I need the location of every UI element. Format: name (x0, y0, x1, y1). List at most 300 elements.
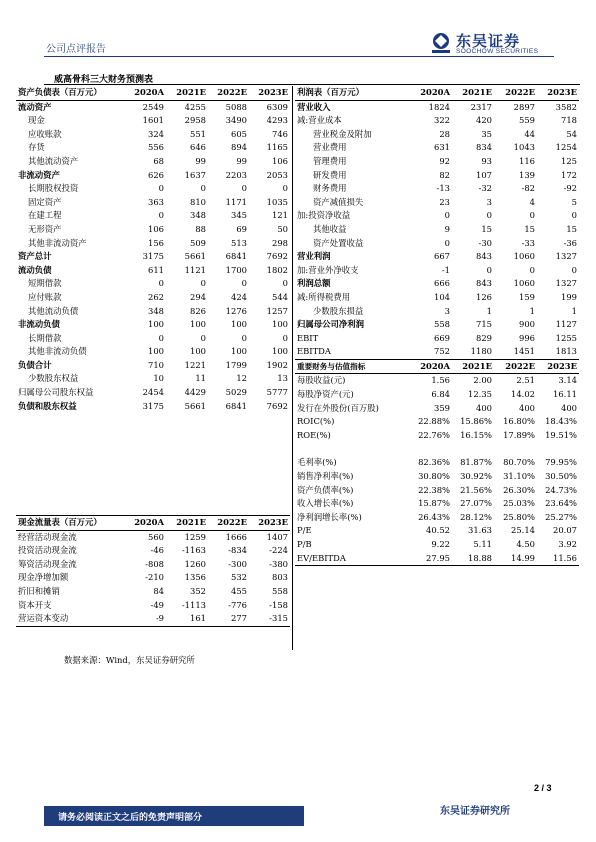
cell-value: 0 (529, 210, 535, 221)
cell-value: 669 (434, 332, 450, 343)
row-label: 其他收益 (313, 223, 347, 234)
row-label: 每股净资产(元) (297, 389, 354, 400)
cell-value: 14.02 (511, 389, 535, 400)
cell-value: 667 (434, 251, 450, 262)
cell-value: 1407 (266, 531, 288, 542)
table-row (16, 250, 290, 264)
cell-value: 513 (231, 237, 247, 248)
cell-value: 3.92 (558, 539, 577, 549)
cell-value: 1257 (266, 305, 288, 316)
row-label: 营运资本变动 (16, 612, 124, 626)
row-label: 收入增长率(%) (297, 498, 354, 509)
table-row (16, 182, 290, 196)
row-label: ROE(%) (297, 429, 331, 440)
cell-value: 80.70% (503, 457, 535, 468)
table-row (16, 332, 290, 346)
cell-value: 2053 (266, 169, 288, 180)
column-header: 2023E (249, 86, 290, 100)
cell-value: 1165 (266, 142, 288, 153)
cell-value: 666 (434, 278, 450, 289)
cell-value: 7692 (266, 400, 288, 411)
cell-value: 30.50% (545, 471, 577, 482)
cell-value: -210 (145, 572, 164, 583)
cell-value: 23 (439, 196, 450, 207)
table-row (16, 612, 290, 626)
cell-value: 5029 (225, 387, 247, 398)
cell-value: 100 (272, 346, 288, 357)
cell-value: 26.30% (503, 484, 535, 495)
cell-value: 31.10% (503, 471, 535, 482)
cell-value: 100 (190, 319, 206, 330)
table-row (295, 169, 579, 183)
column-divider (292, 86, 293, 650)
row-label: 减:所得税费用 (297, 291, 351, 302)
metrics-title: 重要财务与估值指标 (295, 359, 409, 374)
row-label: 资产处置收益 (313, 237, 364, 248)
cell-value: 631 (434, 142, 450, 153)
cell-value: 17.89% (503, 429, 535, 440)
cell-value: 25.27% (545, 511, 577, 522)
cell-value: -1 (441, 264, 450, 275)
cell-value: 0 (529, 264, 535, 275)
row-label: 少数股东权益 (28, 373, 79, 384)
column-header: 2020A (124, 86, 166, 100)
cell-value: 1451 (513, 346, 535, 357)
table-row (295, 305, 579, 319)
row-label: 其他流动负债 (28, 305, 79, 316)
cell-value: -9 (124, 612, 166, 626)
column-header: 2023E (537, 86, 579, 100)
table-row (295, 250, 579, 264)
cell-value: -33 (521, 237, 535, 248)
cell-value: 88 (195, 223, 206, 234)
cell-value: 199 (561, 291, 577, 302)
cell-value: 13 (277, 373, 288, 384)
table-row (295, 291, 579, 305)
cell-value: 420 (476, 115, 492, 126)
table-section-title: 现金流量表（百万元） (16, 516, 124, 531)
cell-value: 0 (282, 183, 288, 194)
cell-value: 159 (519, 291, 535, 302)
cell-value: 0 (571, 264, 577, 275)
row-label: 研发费用 (313, 169, 347, 180)
cell-value: 25.80% (503, 511, 535, 522)
table-row (16, 128, 290, 142)
row-label: 非流动资产 (18, 169, 60, 180)
cell-value: 710 (148, 359, 164, 370)
table-row (295, 511, 579, 525)
table-row (16, 209, 290, 223)
cell-value: 1666 (225, 531, 247, 542)
disclaimer-text: 请务必阅读正文之后的免责声明部分 (58, 813, 203, 823)
cell-value: 1 (529, 305, 535, 316)
table-row (16, 345, 290, 359)
cell-value: 16.80% (503, 416, 535, 427)
cell-value: 125 (561, 155, 577, 166)
cell-value: 2.51 (516, 375, 535, 386)
cell-value: 9 (444, 223, 450, 234)
cell-value: 84 (153, 585, 164, 596)
cell-value: 22.38% (418, 484, 450, 495)
cell-value: 1121 (184, 264, 206, 275)
cell-value: 262 (148, 291, 164, 302)
table-row (16, 372, 290, 386)
cell-value: 11.56 (537, 552, 579, 566)
cell-value: 746 (272, 128, 288, 139)
cell-value: 1255 (555, 332, 577, 343)
cell-value: 106 (148, 223, 164, 234)
row-label: 短期借款 (28, 278, 62, 289)
cell-value: 556 (148, 142, 164, 153)
cell-value: 0 (158, 210, 164, 221)
row-label: 资本开支 (18, 599, 52, 610)
cell-value: 15.86% (460, 416, 492, 427)
table-row (295, 456, 579, 470)
cell-value: 93 (481, 155, 492, 166)
row-label: 现金 (28, 115, 45, 126)
cell-value: -46 (150, 545, 164, 556)
cell-value: 3 (444, 305, 450, 316)
cell-value: 126 (476, 291, 492, 302)
table-row (16, 585, 290, 599)
cell-value: 424 (231, 291, 247, 302)
cell-value: 30.80% (418, 471, 450, 482)
cell-value: 551 (190, 128, 206, 139)
cell-value: 5088 (225, 101, 247, 112)
cell-value: 22.88% (418, 416, 450, 427)
row-label: 存货 (28, 142, 45, 153)
column-header: 2021E (166, 86, 208, 100)
cell-value: 99 (236, 155, 247, 166)
cell-value: 3 (486, 196, 492, 207)
cell-value: 0 (200, 183, 206, 194)
table-row (295, 155, 579, 169)
column-header: 2023E (249, 516, 290, 531)
row-label: 归属母公司股东权益 (18, 387, 94, 398)
row-label: 加:营业外净收支 (297, 264, 359, 275)
balance-sheet-table (16, 86, 290, 413)
table-row (295, 318, 579, 332)
cell-value: 363 (148, 196, 164, 207)
table-row (295, 277, 579, 291)
cell-value: 6841 (225, 400, 247, 411)
cell-value: 1127 (555, 319, 577, 330)
cell-value: 348 (190, 210, 206, 221)
cell-value: 646 (190, 142, 206, 153)
row-label: 流动负债 (18, 264, 52, 275)
cell-value: 324 (148, 128, 164, 139)
table-row (16, 318, 290, 332)
cell-value: 6.84 (431, 389, 450, 400)
table-row (16, 237, 290, 251)
table-header-row (16, 516, 290, 531)
table-row (295, 237, 579, 251)
cell-value: 810 (190, 196, 206, 207)
table-section-title: 利润表（百万元） (295, 86, 409, 100)
cell-value: 107 (476, 169, 492, 180)
row-label: ROIC(%) (297, 416, 335, 427)
cell-value: 0 (241, 278, 247, 289)
cell-value: 2958 (184, 115, 206, 126)
cell-value: 104 (434, 291, 450, 302)
cell-value: 54 (566, 128, 577, 139)
row-label: EV/EBITDA (295, 552, 409, 566)
cell-value: 15 (481, 223, 492, 234)
cell-value: 843 (476, 278, 492, 289)
cell-value: 1254 (555, 142, 577, 153)
row-label: 应付账款 (28, 291, 62, 302)
cell-value: 139 (519, 169, 535, 180)
cell-value: 100 (148, 319, 164, 330)
cell-value: 50 (277, 223, 288, 234)
cell-value: 5 (571, 196, 577, 207)
cell-value: -776 (228, 599, 247, 610)
table-row (16, 386, 290, 400)
row-label: 毛利率(%) (297, 457, 337, 468)
cell-value: 100 (148, 346, 164, 357)
row-label: 加:投资净收益 (297, 210, 351, 221)
cell-value: -32 (478, 183, 492, 194)
table-row (295, 345, 579, 359)
cell-value: 23.64% (545, 498, 577, 509)
cell-value: 560 (148, 531, 164, 542)
cell-value: 1802 (266, 264, 288, 275)
cell-value: 0 (486, 210, 492, 221)
row-label: 每股收益(元) (297, 375, 346, 386)
table-row (16, 100, 290, 114)
row-label: 长期借款 (28, 332, 62, 343)
cell-value: 20.07 (553, 525, 577, 536)
cell-value: 400 (561, 402, 577, 413)
cell-value: -158 (269, 599, 288, 610)
table-row (16, 530, 290, 544)
table-row (295, 388, 579, 402)
cell-value: 31.63 (468, 525, 492, 536)
cell-value: -834 (228, 545, 247, 556)
cell-value: 11 (195, 373, 206, 384)
cell-value: 79.95% (545, 457, 577, 468)
table-row (16, 571, 290, 585)
row-label: 其他非流动负债 (28, 346, 87, 357)
table-row (295, 196, 579, 210)
cell-value: 1060 (513, 278, 535, 289)
row-label: 在建工程 (28, 210, 62, 221)
row-label: 营业税金及附加 (313, 128, 372, 139)
cell-value: 1356 (184, 572, 206, 583)
report-type: 公司点评报告 (46, 44, 106, 55)
income-statement-table (295, 86, 579, 566)
cell-value: 1700 (225, 264, 247, 275)
cell-value: -13 (436, 183, 450, 194)
row-label: 利润总额 (297, 278, 331, 289)
cell-value: 3175 (142, 400, 164, 411)
table-row (16, 305, 290, 319)
cell-value: -36 (563, 237, 577, 248)
cell-value: 12.35 (468, 389, 492, 400)
row-label: 少数股东损益 (313, 305, 364, 316)
cell-value: 1043 (513, 142, 535, 153)
column-header: 2021E (452, 359, 494, 374)
table-row (16, 291, 290, 305)
cell-value: 100 (231, 319, 247, 330)
cell-value: 294 (190, 291, 206, 302)
cell-value: 348 (148, 305, 164, 316)
table-row (295, 332, 579, 346)
cell-value: -380 (269, 558, 288, 569)
cell-value: 3175 (142, 251, 164, 262)
table-row (295, 552, 579, 566)
cell-value: 0 (241, 332, 247, 343)
row-label: 营业利润 (297, 251, 331, 262)
cell-value: 4429 (184, 387, 206, 398)
cell-value: 605 (231, 128, 247, 139)
cell-value: 16.11 (553, 389, 577, 400)
cell-value: 3.14 (558, 375, 577, 386)
cell-value: 1902 (266, 359, 288, 370)
cell-value: 0 (158, 278, 164, 289)
cell-value: 21.56% (460, 484, 492, 495)
table-row (295, 429, 579, 443)
cell-value: 82 (439, 169, 450, 180)
cell-value: 16.15% (460, 429, 492, 440)
cell-value: 81.87% (460, 457, 492, 468)
table-row (16, 277, 290, 291)
row-label: 管理费用 (313, 155, 347, 166)
cell-value: 12 (236, 373, 247, 384)
cell-value: -300 (228, 558, 247, 569)
cell-value: 900 (519, 319, 535, 330)
table-row (16, 359, 290, 373)
row-label: 财务费用 (313, 183, 347, 194)
cell-value: 1813 (555, 346, 577, 357)
cell-value: 18.88 (452, 552, 494, 566)
cell-value: -82 (521, 183, 535, 194)
cell-value: 10 (153, 373, 164, 384)
cell-value: 2897 (513, 101, 535, 112)
table-row (16, 544, 290, 558)
column-header: 2023E (537, 359, 579, 374)
column-header: 2022E (208, 516, 249, 531)
cell-value: 6841 (225, 251, 247, 262)
row-label: 非流动负债 (18, 319, 60, 330)
cell-value: 0 (486, 264, 492, 275)
table-row (16, 400, 290, 414)
cell-value: 2454 (142, 387, 164, 398)
cell-value: 455 (231, 585, 247, 596)
cell-value: -30 (478, 237, 492, 248)
table-row (16, 558, 290, 572)
cell-value: 834 (476, 142, 492, 153)
cell-value: 161 (166, 612, 208, 626)
cell-value: 3582 (555, 101, 577, 112)
cell-value: 2.00 (473, 375, 492, 386)
cell-value: 28 (439, 128, 450, 139)
row-label: 负债和股东权益 (18, 400, 77, 411)
row-label: 经营活动现金流 (18, 531, 77, 542)
cell-value: 69 (236, 223, 247, 234)
column-header: 2022E (494, 359, 537, 374)
cell-value: 30.92% (460, 471, 492, 482)
cell-value: 26.43% (418, 511, 450, 522)
row-label: 资产总计 (18, 251, 52, 262)
cell-value: 28.12% (460, 511, 492, 522)
table-row (295, 128, 579, 142)
table-row (295, 484, 579, 498)
cell-value: 298 (272, 237, 288, 248)
cell-value: 626 (148, 169, 164, 180)
table-row (16, 196, 290, 210)
cell-value: 18.43% (545, 416, 577, 427)
cell-value: 15 (524, 223, 535, 234)
column-header: 2022E (208, 86, 249, 100)
row-label: 流动资产 (18, 101, 52, 112)
cell-value: 1260 (184, 558, 206, 569)
table-section-title: 资产负债表（百万元） (16, 86, 124, 100)
cell-value: 4.50 (516, 539, 535, 549)
cell-value: 1637 (184, 169, 206, 180)
cell-value: 92 (439, 155, 450, 166)
column-header: 2021E (452, 86, 494, 100)
cell-value: 5661 (184, 400, 206, 411)
table-row (295, 497, 579, 511)
cell-value: 1601 (142, 115, 164, 126)
cell-value: 3490 (225, 115, 247, 126)
title-rule (44, 84, 580, 85)
table-row (295, 100, 579, 114)
row-label: 其他非流动资产 (28, 237, 87, 248)
cell-value: 996 (519, 332, 535, 343)
cell-value: 4 (529, 196, 535, 207)
cell-value: 1 (571, 305, 577, 316)
table-row (16, 114, 290, 128)
cell-value: 1060 (513, 251, 535, 262)
cell-value: 22.76% (418, 429, 450, 440)
cell-value: 27.07% (460, 498, 492, 509)
cell-value: 5661 (184, 251, 206, 262)
row-label: 无形资产 (28, 223, 62, 234)
cell-value: 322 (434, 115, 450, 126)
table-row (295, 538, 579, 552)
cell-value: 27.95 (409, 552, 452, 566)
cell-value: 82.36% (418, 457, 450, 468)
cell-value: 15.87% (418, 498, 450, 509)
cell-value: 0 (444, 237, 450, 248)
spacer-cell (295, 442, 579, 456)
row-label: 筹资活动现金流 (18, 558, 77, 569)
column-header: 2022E (494, 86, 537, 100)
cell-value: 611 (148, 264, 164, 275)
soochow-logo-icon (430, 32, 452, 54)
table-row (295, 402, 579, 416)
cell-value: 826 (190, 305, 206, 316)
row-label: EBIT (297, 332, 319, 343)
row-label: 发行在外股份(百万股) (297, 402, 379, 413)
row-label: 减:营业成本 (297, 115, 342, 126)
cell-value: 0 (444, 210, 450, 221)
cell-value: 843 (476, 251, 492, 262)
cell-value: 5.11 (473, 539, 492, 549)
cell-value: -1113 (181, 599, 206, 610)
table-row (16, 169, 290, 183)
cell-value: -808 (145, 558, 164, 569)
cell-value: 44 (524, 128, 535, 139)
row-label: P/B (297, 539, 312, 549)
cell-value: 1171 (225, 196, 247, 207)
row-label: 净利润增长率(%) (297, 511, 362, 522)
cell-value: -92 (563, 183, 577, 194)
cell-value: 1180 (470, 346, 492, 357)
row-label: 营业收入 (297, 101, 331, 112)
